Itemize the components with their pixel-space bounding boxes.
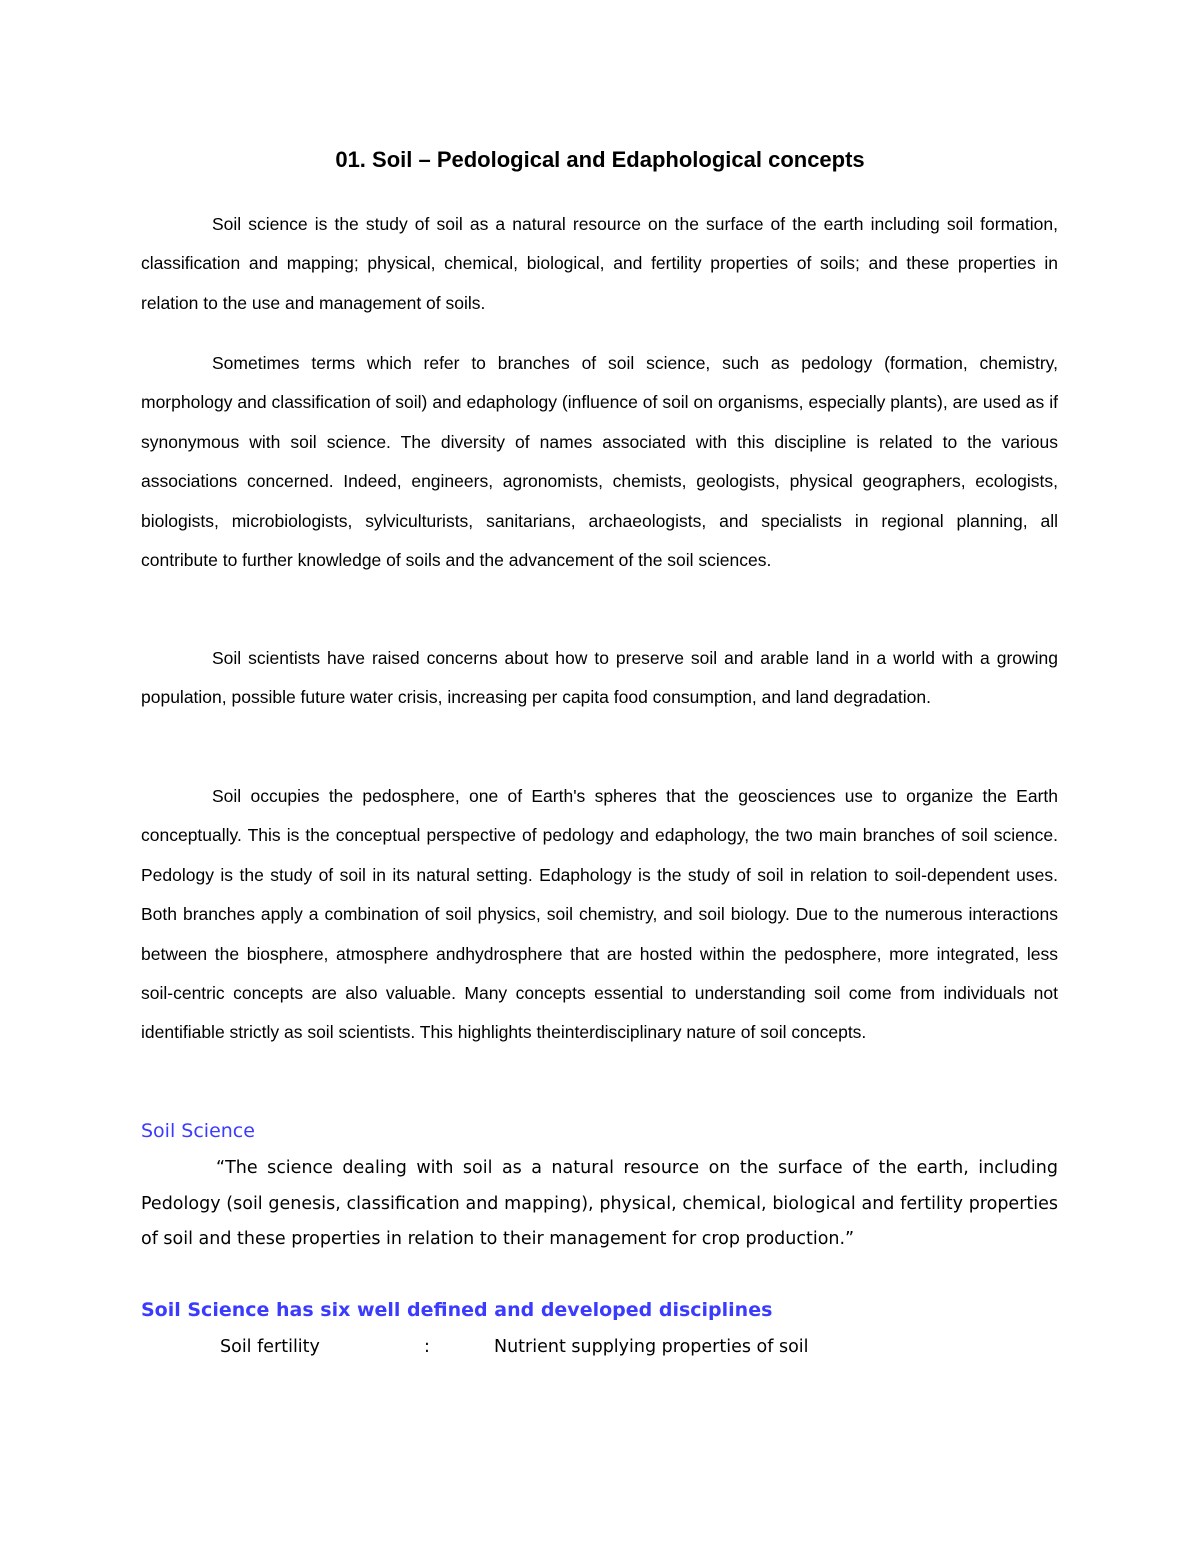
discipline-name: Soil fertility xyxy=(220,1337,320,1357)
discipline-row xyxy=(0,1333,1200,1361)
disciplines-heading: Soil Science has six well defined and developed disciplines xyxy=(141,1299,773,1321)
document-title: 01. Soil – Pedological and Edaphological concepts xyxy=(335,147,865,172)
section-heading-soil-science: Soil Science xyxy=(141,1120,255,1142)
definition-quote: “The science dealing with soil as a natural resource on the surface of the earth, including Pedology (soil genesis, classification and mapping), physical, chemical, biological and fertility properties of soil and these properties in relation to their management for crop production.” xyxy=(141,1158,1058,1249)
paragraph-soil-concerns: Soil scientists have raised concerns about how to preserve soil and arable land in a world with a growing population, possible future water crisis, increasing per capita food consumption, and land degradation. xyxy=(141,648,1058,708)
discipline-description: Nutrient supplying properties of soil xyxy=(494,1337,809,1357)
paragraph-soil-science-definition: Soil science is the study of soil as a natural resource on the surface of the earth including soil formation, classification and mapping; physical, chemical, biological, and fertility properties of soils; and these properties in relation to the use and management of soils. xyxy=(141,214,1058,313)
paragraph-pedosphere: Soil occupies the pedosphere, one of Earth's spheres that the geosciences use to organize the Earth conceptually. This is the conceptual perspective of pedology and edaphology, the two main branches of soil science. Pedology is the study of soil in its natural setting. Edaphology is the study of soil in relation to soil-dependent uses. Both branches apply a combination of soil physics, soil chemistry, and soil biology. Due to the numerous interactions between the biosphere, atmosphere andhydrosphere that are hosted within the pedosphere, more integrated, less soil-centric concepts are also valuable. Many concepts essential to understanding soil come from individuals not identifiable strictly as soil scientists. This highlights theinterdisciplinary nature of soil concepts. xyxy=(141,786,1058,1043)
paragraph-branches-of-soil-science: Sometimes terms which refer to branches of soil science, such as pedology (formation, chemistry, morphology and classification of soil) and edaphology (influence of soil on organisms, especially plants), are used as if synonymous with soil science. The diversity of names associated with this discipline is related to the various associations concerned. Indeed, engineers, agronomists, chemists, geologists, physical geographers, ecologists, biologists, microbiologists, sylviculturists, sanitarians, archaeologists, and specialists in regional planning, all contribute to further knowledge of soils and the advancement of the soil sciences. xyxy=(141,353,1058,571)
discipline-separator: : xyxy=(424,1337,430,1357)
